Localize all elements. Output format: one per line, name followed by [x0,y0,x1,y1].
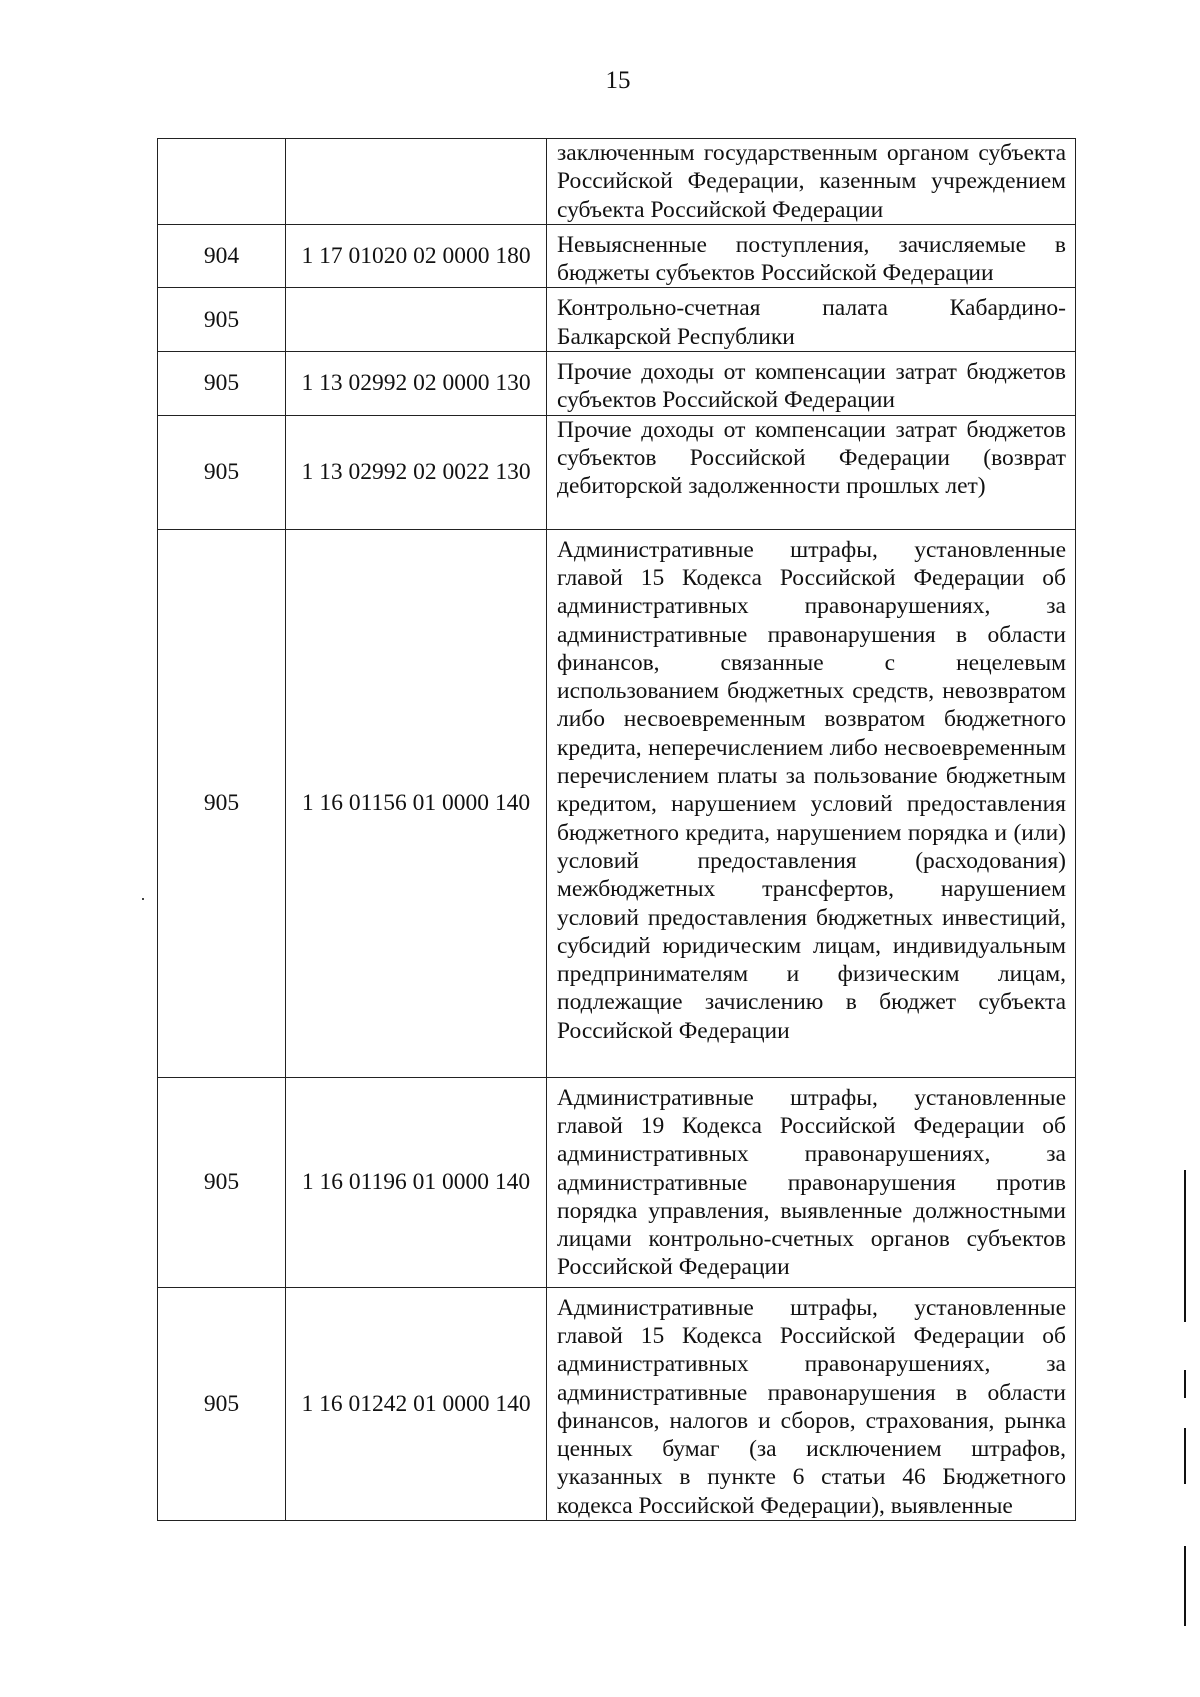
scan-edge-mark [1184,1370,1186,1398]
table-row [158,224,1076,288]
revenue-name-cell: заключенным государственным органом субъекта Российской Федерации, казенным учреждением субъекта Российской Федерации [547,139,1076,225]
revenue-name-cell: Административные штрафы, установленные главой 15 Кодекса Российской Федерации об административных правонарушениях, за административные правонарушения в области финансов, связанные с нецелевым использованием бюджетных средств, невозвратом либо несвоевременным возвратом бюджетного кредита, неперечислением либо несвоевременным перечислением платы за пользование бюджетным кредитом, нарушением условий предоставления бюджетного кредита, нарушением порядка и (или) условий предоставления (расходования) межбюджетных трансфертов, нарушением условий предоставления бюджетных инвестиций, субсидий юридическим лицам, индивидуальным предпринимателям и физическим лицам, подлежащие зачислению в бюджет субъекта Российской Федерации [547,529,1076,1077]
administrator-code-cell: 905 [158,352,286,416]
scan-edge-mark [1184,1428,1186,1484]
revenue-code-cell: 1 17 01020 02 0000 180 [286,224,547,288]
administrator-code-cell [158,139,286,225]
administrator-code-cell: 905 [158,1287,286,1520]
revenue-code-cell: 1 13 02992 02 0000 130 [286,352,547,416]
revenue-code-cell [286,139,547,225]
revenue-codes-table [157,138,1076,1521]
administrator-code-cell: 904 [158,224,286,288]
table-row [158,288,1076,352]
revenue-code-cell: 1 16 01156 01 0000 140 [286,529,547,1077]
page-number: 15 [605,67,631,94]
administrator-code-cell: 905 [158,288,286,352]
table-row [158,352,1076,416]
revenue-name-cell: Невыясненные поступления, зачисляемые в бюджеты субъектов Российской Федерации [547,224,1076,288]
table-row [158,139,1076,225]
table-row [158,529,1076,1077]
administrator-code-cell: 905 [158,529,286,1077]
revenue-name-cell: Прочие доходы от компенсации затрат бюджетов субъектов Российской Федерации [547,352,1076,416]
administrator-code-cell: 905 [158,1077,286,1287]
table-row [158,1077,1076,1287]
table-row [158,1287,1076,1520]
scan-edge-mark [1184,1170,1186,1322]
administrator-code-cell: 905 [158,415,286,529]
scan-edge-mark [1184,1546,1186,1626]
revenue-name-cell: Административные штрафы, установленные главой 15 Кодекса Российской Федерации об административных правонарушениях, за административные правонарушения в области финансов, налогов и сборов, страхования, рынка ценных бумаг (за исключением штрафов, указанных в пункте 6 статьи 46 Бюджетного кодекса Российской Федерации), выявленные [547,1287,1076,1520]
scan-dot-mark [142,898,144,900]
revenue-name-cell: Административные штрафы, установленные главой 19 Кодекса Российской Федерации об административных правонарушениях, за административные правонарушения против порядка управления, выявленные должностными лицами контрольно-счетных органов субъектов Российской Федерации [547,1077,1076,1287]
revenue-code-cell: 1 16 01196 01 0000 140 [286,1077,547,1287]
revenue-code-cell: 1 13 02992 02 0022 130 [286,415,547,529]
table-row [158,415,1076,529]
revenue-code-cell [286,288,547,352]
revenue-name-cell: Контрольно-счетная палата Кабардино-Балкарской Республики [547,288,1076,352]
revenue-name-cell: Прочие доходы от компенсации затрат бюджетов субъектов Российской Федерации (возврат дебиторской задолженности прошлых лет) [547,415,1076,529]
revenue-code-cell: 1 16 01242 01 0000 140 [286,1287,547,1520]
